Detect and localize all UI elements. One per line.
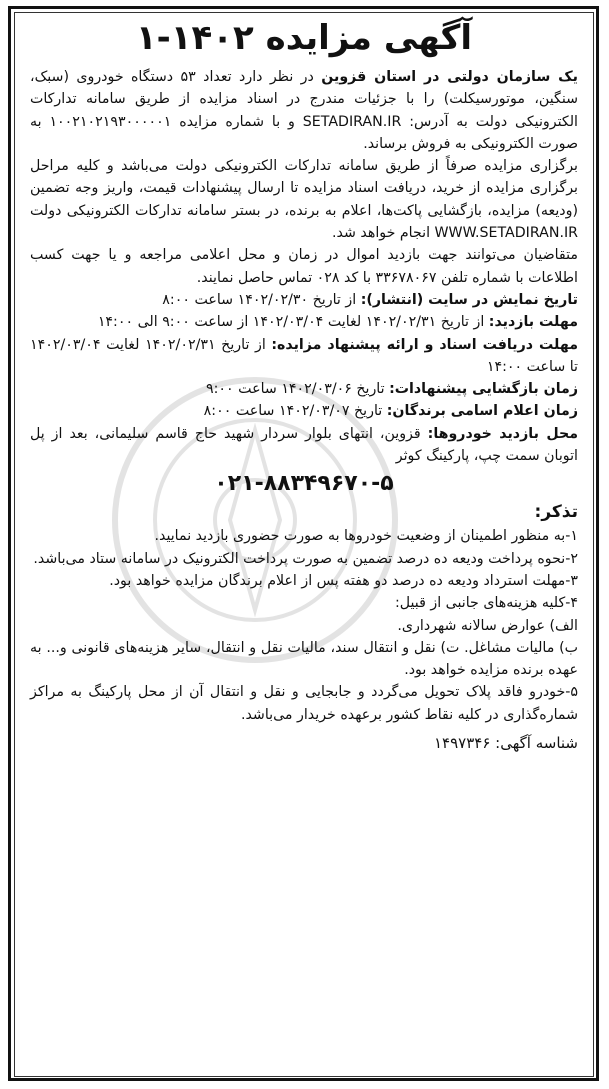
note-item: الف) عوارض سالانه شهرداری. (397, 617, 578, 634)
schedule-label: تاریخ نمایش در سایت (انتشار): (360, 291, 578, 308)
intro-paragraph (30, 66, 578, 155)
schedule-visit (30, 311, 578, 333)
ad-title: آگهی مزایده ۱۴۰۲-۱ (135, 18, 473, 58)
ad-content (30, 14, 578, 754)
ad-id-line (30, 732, 578, 754)
schedule-label: مهلت دریافت اسناد و ارائه پیشنهاد مزایده: (271, 336, 578, 353)
schedule-value: از تاریخ ۱۴۰۲/۰۲/۳۰ ساعت ۸:۰۰ (162, 291, 361, 308)
note-item: ۲-نحوه پرداخت ودیعه ده درصد تضمین به صورت پرداخت الکترونیک در سامانه ستاد می‌باشد. (33, 550, 578, 567)
schedule-label: زمان اعلام اسامی برندگان: (386, 403, 578, 420)
note-item: ۱-به منظور اطمینان از وضعیت خودروها به صورت حضوری بازدید نمایید. (154, 528, 578, 545)
schedule-label: زمان بازگشایی پیشنهادات: (389, 381, 578, 398)
schedule-winners (30, 400, 578, 422)
notes-title: تذکر: (534, 502, 578, 523)
note-item: ۴-کلیه هزینه‌های جانبی از قبیل: (395, 595, 578, 612)
schedule-value: از تاریخ ۱۴۰۲/۰۲/۳۱ لغایت ۱۴۰۲/۰۳/۰۴ از ساعت ۹:۰۰ الی ۱۴:۰۰ (97, 314, 489, 331)
schedule-publish (30, 289, 578, 311)
schedule-documents (30, 334, 578, 379)
schedule-opening (30, 378, 578, 400)
schedule-value: تاریخ ۱۴۰۲/۰۳/۰۷ ساعت ۸:۰۰ (203, 403, 387, 420)
intro-text: در نظر دارد تعداد ۵۳ دستگاه خودروی (سبک، سنگین، موتورسیکلت) را با جزئیات مندرج در اسناد مزایده از طریق سامانه تدارکات الکترونیکی دولت به آدرس: SETADIRAN.IR و با شماره مزایده ۱۰۰۲۱۰۲۱۹۳۰۰۰۰۰۱ به صورت الکترونیکی به فروش برساند. (30, 69, 578, 152)
schedule-value: قزوین، انتهای بلوار سردار شهید حاج قاسم سلیمانی، بعد از پل اتوبان سمت چپ، پارکینگ کوثر (30, 425, 578, 465)
schedule-label: مهلت بازدید: (488, 314, 578, 331)
note-item: ۳-مهلت استرداد ودیعه ده درصد دو هفته پس از اعلام برندگان مزایده خواهد بود. (109, 572, 578, 589)
ad-id-label: شناسه آگهی: (495, 734, 578, 753)
ad-id-value: ۱۴۹۷۳۴۶ (433, 734, 491, 753)
contact-paragraph: متقاضیان می‌توانند جهت بازدید اموال در زمان و محل اعلامی مراجعه و یا جهت کسب اطلاعات با شماره تلفن ۳۳۶۷۸۰۶۷ با کد ۰۲۸ تماس حاصل نمایند. (30, 247, 578, 286)
note-item: ب) مالیات مشاغل. ت) نقل و انتقال سند، مالیات نقل و انتقال، سایر هزینه‌های قانونی و... به عهده برنده مزایده خواهد بود. (30, 639, 578, 679)
procedure-paragraph: برگزاری مزایده صرفاً از طریق سامانه تدارکات الکترونیکی دولت می‌باشد و کلیه مراحل برگزاری مزایده از خرید، دریافت اسناد مزایده تا ارسال پیشنهادات قیمت، واریز وجه تضمین (ودیعه) مزایده، بازگشایی پاکت‌ها، اعلام به برنده، در بستر سامانه تدارکات الکترونیکی دولت WWW.SETADIRAN.IR انجام خواهد شد. (30, 158, 578, 242)
watermark-phone: ۰۲۱-۸۸۳۴۹۶۷۰-۵ (214, 471, 394, 497)
note-item: ۵-خودرو فاقد پلاک تحویل می‌گردد و جابجایی و نقل و انتقال آن از محل پارکینگ به مراکز شماره‌گذاری در کلیه نقاط کشور برعهده خریدار می‌باشد. (30, 684, 578, 723)
intro-lead: یک سازمان دولتی در استان قزوین (321, 69, 579, 85)
schedule-value: تاریخ ۱۴۰۲/۰۳/۰۶ ساعت ۹:۰۰ (206, 381, 390, 398)
schedule-value: از تاریخ ۱۴۰۲/۰۲/۳۱ لغایت ۱۴۰۲/۰۳/۰۴ تا ساعت ۱۴:۰۰ (30, 336, 578, 375)
schedule-label: محل بازدید خودروها: (427, 425, 578, 442)
schedule-location (30, 423, 578, 468)
